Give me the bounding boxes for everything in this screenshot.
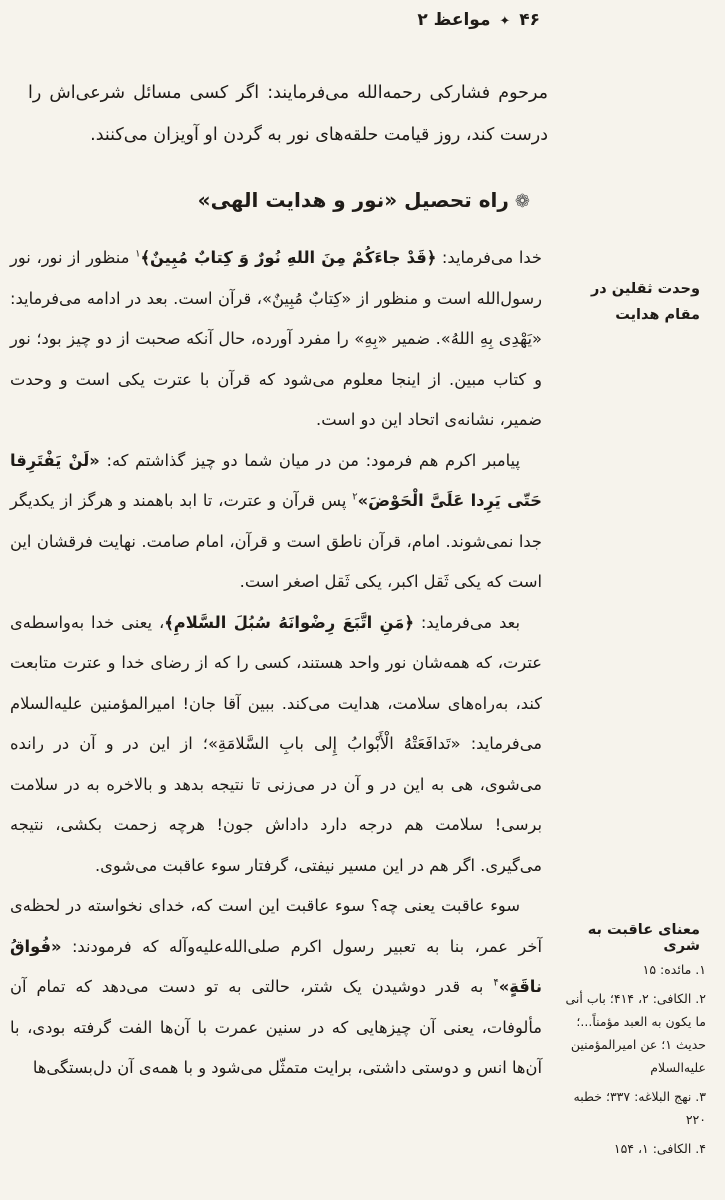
paragraph: سوء عاقبت یعنی چه؟ سوء عاقبت این است که، خدای نخواسته در لحظه‌ی آخر عمر، بنا به تعبیر رسول اکرم صلی‌الله‌علیه‌وآله که فرمودند: «فُواقُ ناقَةٍ»$^۴$ به قدر دوشیدن یک شتر، حالتی به تو دست می‌دهد که تمام آن مألوفات، یعنی آن چیزهایی که در سنین عمرت با آن‌ها الفت گرفته بودی، با آن‌ها انس و دوستی داشتی، برایت متمثّل می‌شود و با همه‌ی آن دل‌بستگی‌ها: [10, 896, 542, 1077]
footnote: ۲. الکافی: ۲، ۴۱۴؛ باب أنی ما یکون به العبد مؤمناً...؛ حدیث ۱؛ عن امیرالمؤمنین علیه‌السلام: [565, 991, 706, 1075]
side-label-bad-end: معنای عاقبت به شری: [587, 922, 700, 954]
footnote-ref: ۴: [493, 977, 499, 989]
footnote: ۳. نهج البلاغه: ۳۳۷؛ خطبه ۲۲۰: [573, 1089, 706, 1127]
quran-quote: ﴿مَنِ اتَّبَعَ رِضْوانَهُ سُبُلَ السَّلامِ﴾: [164, 612, 414, 632]
paragraph: بعد می‌فرماید: ﴿مَنِ اتَّبَعَ رِضْوانَهُ سُبُلَ السَّلامِ﴾، یعنی خدا به‌واسطه‌ی عترت، که همه‌شان نور واحد هستند، کسی را که از رضای خدا و عترت متابعت کند، به‌راه‌های سلامت، هدایت می‌کند. ببین آقا جان! امیرالمؤمنین علیه‌السلام می‌فرماید: «تَدافَعَتْهُ الْأَبْوابُ إِلى بابِ السَّلامَةِ»؛ از این در و آن در رانده می‌شوی، هی به این در و آن در می‌زنی تا نتیجه بدهد و بالاخره به در سلامت برسی! سلامت هم درجه دارد داداش جون! هرچه زحمت بکشی، نتیجه می‌گیری. اگر هم در این مسیر نیفتی، گرفتار سوء عاقبت می‌شوی.: [10, 612, 542, 875]
page-number: ۴۶: [519, 10, 540, 30]
section-heading-text: راه تحصیل «نور و هدایت الهی»: [197, 188, 509, 212]
main-text: [10, 238, 542, 1089]
header-star-icon: ✦: [499, 14, 511, 29]
footnote-ref: ۱: [135, 248, 141, 260]
side-label-unity: وحدت ثقلین در مقام هدایت: [590, 281, 700, 323]
hadith-quote: «لَنْ یَفْتَرِقا حَتّی یَرِدا عَلَیَّ الْحَوْضَ»: [10, 450, 542, 510]
intro-paragraph: مرحوم فشارکی رحمه‌الله می‌فرمایند: اگر کسی مسائل شرعی‌اش را درست کند، روز قیامت حلقه‌های نور به گردن او آویزان می‌کنند.: [28, 83, 548, 145]
quran-quote: ﴿قَدْ جاءَکُمْ مِنَ اللهِ نُورٌ وَ کِتابٌ مُبِینٌ﴾: [140, 248, 437, 267]
flower-bullet-icon: ❁: [514, 191, 530, 212]
section-heading: [197, 188, 530, 212]
footnote: ۱. مائده: ۱۵: [642, 962, 706, 977]
footnote: ۴. الکافی: ۱، ۱۵۴: [613, 1141, 706, 1156]
paragraph: پیامبر اکرم هم فرمود: من در میان شما دو چیز گذاشتم که: «لَنْ یَفْتَرِقا حَتّی یَرِدا عَلَیَّ الْحَوْضَ»$^۲$ پس قرآن و عترت، تا ابد باهمند و هرگز از یکدیگر جدا نمی‌شوند. امام، قرآن ناطق است و قرآن، امام صامت. نهایت فرقشان این است که یکی ثَقل اکبر، یکی ثَقل اصغر است.: [10, 450, 542, 591]
book-title: مواعظ ۲: [417, 10, 491, 30]
paragraph: خدا می‌فرماید: ﴿قَدْ جاءَکُمْ مِنَ اللهِ نُورٌ وَ کِتابٌ مُبِینٌ﴾$^۱$ منظور از نور، نور رسول‌الله است و منظور از «کِتابٌ مُبِینٌ»، قرآن است. بعد در ادامه می‌فرماید: «یَهْدِی بِهِ اللهُ». ضمیر «بِهِ» را مفرد آورده، حال آنکه صحبت از دو چیز بود؛ نور و کتاب مبین. از اینجا معلوم می‌شود که قرآن با عترت یکی است و وحدت ضمیر، نشانه‌ی اتحاد این دو است.: [10, 248, 542, 429]
footnotes: [556, 958, 706, 1166]
hadith-quote: «فُواقُ ناقَةٍ»: [10, 936, 542, 996]
footnote-ref: ۲: [352, 491, 358, 503]
page-header: [400, 10, 540, 40]
